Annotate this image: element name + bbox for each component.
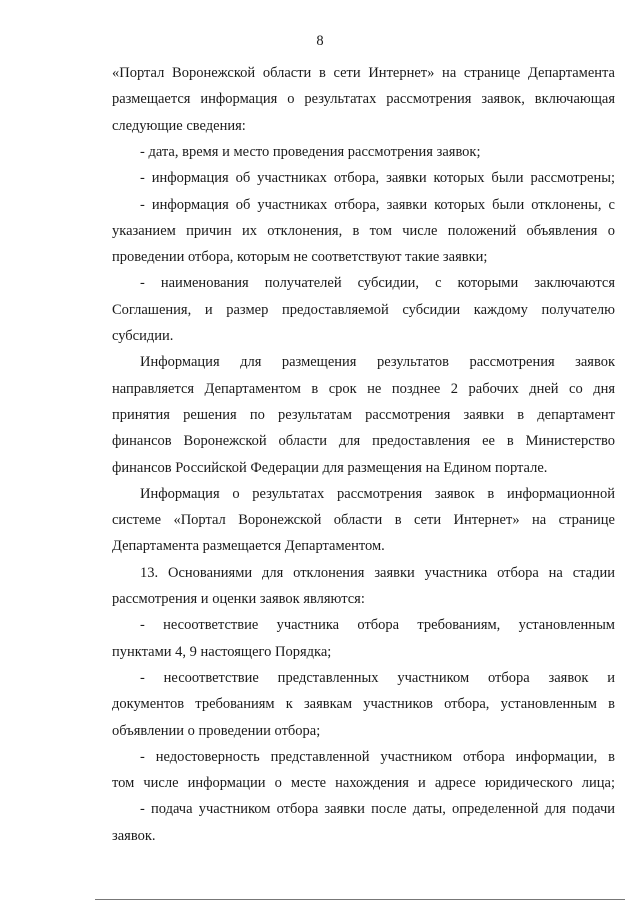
text-line: - недостоверность представленной участником отбора информации, в [140,748,615,765]
text-line: документов требованиям к заявкам участников отбора, установленным в [112,696,615,713]
text-line: финансов Воронежской области для предоставления ее в Министерство [112,433,615,450]
text-line: - информация об участниках отбора, заявки которых были рассмотрены; [140,170,615,187]
text-line: размещается информация о результатах рассмотрения заявок, включающая [112,91,615,108]
text-line: направляется Департаментом в срок не позднее 2 рабочих дней со дня [112,380,615,397]
text-line: том числе информации о месте нахождения и адресе юридического лица; [112,775,615,792]
text-line: - наименования получателей субсидии, с которыми заключаются [140,275,615,292]
text-line: субсидии. [112,328,174,344]
text-line: - несоответствие представленных участником отбора заявок и [140,669,615,686]
text-line: 13. Основаниями для отклонения заявки участника отбора на стадии [140,564,615,581]
text-line: указанием причин их отклонения, в том числе положений объявления о [112,222,615,239]
text-line: заявок. [112,827,156,844]
text-line: пунктами 4, 9 настоящего Порядка; [112,643,332,660]
text-line: - информация об участниках отбора, заявки которых были отклонены, с [140,196,615,213]
text-line: - несоответствие участника отбора требованиям, установленным [140,617,615,634]
text-line: рассмотрения и оценки заявок являются: [112,591,365,607]
text-line: принятия решения по результатам рассмотрения заявки в департамент [112,406,615,423]
text-line: Информация для размещения результатов рассмотрения заявок [140,354,615,371]
text-line: «Портал Воронежской области в сети Интернет» на странице Департамента [112,65,615,81]
text-line: проведении отбора, которым не соответствуют такие заявки; [112,249,488,266]
page-number: 8 [316,33,324,49]
text-line: Департамента размещается Департаментом. [112,538,385,555]
text-line: - дата, время и место проведения рассмотрения заявок; [140,143,481,160]
text-line: Информация о результатах рассмотрения заявок в информационной [140,485,615,502]
text-line: объявлении о проведении отбора; [112,722,321,739]
text-line: финансов Российской Федерации для размещения на Едином портале. [112,459,548,476]
text-line: - подача участником отбора заявки после даты, определенной для подачи [140,801,615,818]
text-line: Соглашения, и размер предоставляемой субсидии каждому получателю [112,301,615,318]
text-line: системе «Портал Воронежской области в сети Интернет» на странице [112,512,615,529]
text-line: следующие сведения: [112,117,246,134]
bottom-rule [95,899,625,900]
